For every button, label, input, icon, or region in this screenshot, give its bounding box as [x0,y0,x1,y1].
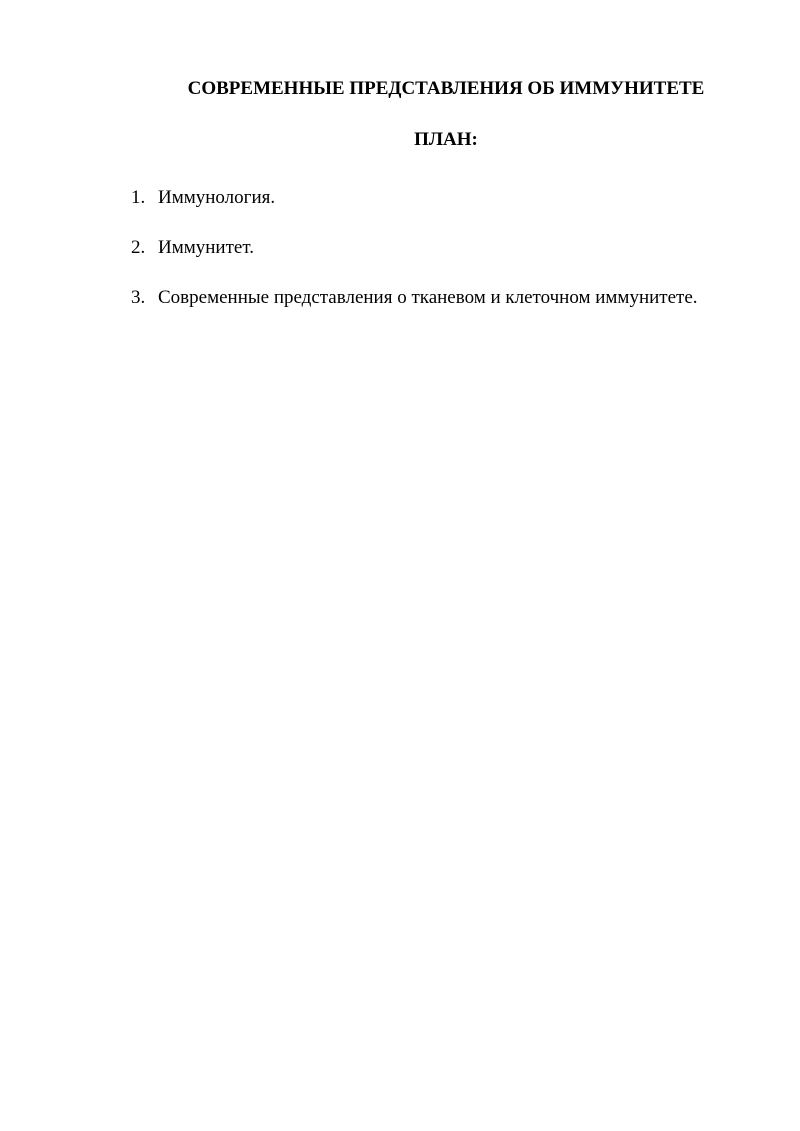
plan-list [131,173,743,323]
plan-item-text: Современные представления о тканевом и клеточном иммунитете. [158,287,698,308]
plan-item-number: 1. [131,187,146,208]
plan-heading: ПЛАН: [414,129,478,150]
plan-item-3 [131,273,743,323]
plan-item-number: 3. [131,287,146,308]
plan-item-text: Иммунология. [158,187,276,208]
document-title: СОВРЕМЕННЫЕ ПРЕДСТАВЛЕНИЯ ОБ ИММУНИТЕТЕ [187,78,705,99]
plan-item-number: 2. [131,237,146,258]
plan-item-text: Иммунитет. [158,237,254,258]
plan-item-2 [131,223,743,273]
plan-item-1 [131,173,743,223]
